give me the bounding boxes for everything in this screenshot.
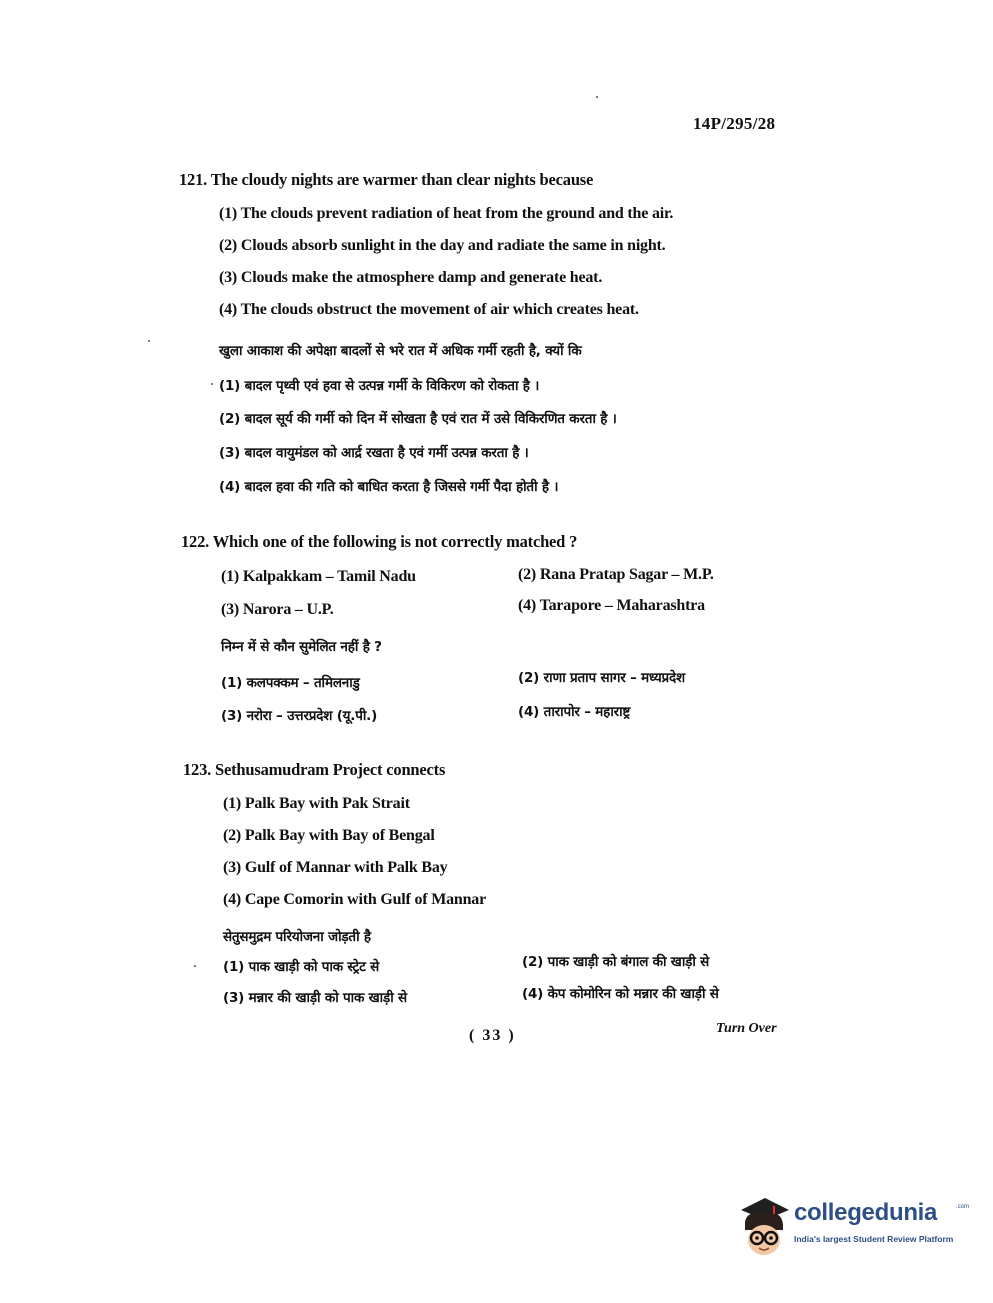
option-3: (3) Clouds make the atmosphere damp and generate heat. bbox=[219, 269, 603, 286]
option-3: (3) Narora – U.P. bbox=[221, 601, 334, 618]
option-1: (1) The clouds prevent radiation of heat from the ground and the air. bbox=[219, 205, 674, 222]
question-title: 123. Sethusamudram Project connects bbox=[183, 760, 446, 779]
scan-speck bbox=[211, 383, 213, 385]
option-2: (2) Clouds absorb sunlight in the day and radiate the same in night. bbox=[219, 237, 666, 254]
hindi-option-3: (3) मन्नार की खाड़ी को पाक खाड़ी से bbox=[223, 990, 407, 1006]
brand-suffix: .com bbox=[956, 1204, 970, 1210]
hindi-option-1: (1) बादल पृथ्वी एवं हवा से उत्पन्न गर्मी के विकिरण को रोकता है । bbox=[219, 378, 540, 394]
scan-speck bbox=[148, 340, 150, 342]
hindi-option-1: (1) पाक खाड़ी को पाक स्ट्रेट से bbox=[223, 959, 380, 975]
option-4: (4) Tarapore – Maharashtra bbox=[518, 597, 705, 614]
option-2: (2) Palk Bay with Bay of Bengal bbox=[223, 827, 435, 844]
mascot-icon bbox=[737, 1196, 793, 1262]
hindi-question-title: सेतुसमुद्रम परियोजना जोड़ती है bbox=[223, 929, 371, 945]
hindi-option-2: (2) राणा प्रताप सागर – मध्यप्रदेश bbox=[518, 670, 685, 686]
turn-over-note: Turn Over bbox=[716, 1021, 777, 1036]
brand-name: collegedunia bbox=[794, 1199, 938, 1226]
hindi-question-title: निम्न में से कौन सुमेलित नहीं है ? bbox=[221, 639, 382, 655]
hindi-question-title: खुला आकाश की अपेक्षा बादलों से भरे रात में अधिक गर्मी रहती है, क्यों कि bbox=[219, 343, 582, 359]
paper-code: 14P/295/28 bbox=[693, 114, 776, 133]
page-number: ( 33 ) bbox=[469, 1027, 516, 1044]
hindi-option-3: (3) बादल वायुमंडल को आर्द्र रखता है एवं गर्मी उत्पन्न करता है । bbox=[219, 445, 529, 461]
question-title: 122. Which one of the following is not correctly matched ? bbox=[181, 532, 578, 551]
question-title: 121. The cloudy nights are warmer than clear nights because bbox=[179, 170, 594, 189]
hindi-option-1: (1) कलपक्कम – तमिलनाडु bbox=[221, 675, 360, 691]
scan-speck bbox=[194, 965, 196, 967]
collegedunia-watermark bbox=[737, 1196, 970, 1266]
option-2: (2) Rana Pratap Sagar – M.P. bbox=[518, 566, 714, 583]
hindi-option-4: (4) तारापोर – महाराष्ट्र bbox=[518, 704, 631, 720]
brand-tagline: India's largest Student Review Platform bbox=[794, 1234, 954, 1244]
option-1: (1) Palk Bay with Pak Strait bbox=[223, 795, 410, 812]
option-3: (3) Gulf of Mannar with Palk Bay bbox=[223, 859, 448, 876]
option-4: (4) Cape Comorin with Gulf of Mannar bbox=[223, 891, 487, 908]
scan-speck bbox=[596, 96, 598, 98]
hindi-option-2: (2) बादल सूर्य की गर्मी को दिन में सोखता है एवं रात में उसे विकिरणित करता है । bbox=[219, 411, 617, 427]
hindi-option-4: (4) केप कोमोरिन को मन्नार की खाड़ी से bbox=[522, 986, 719, 1002]
option-4: (4) The clouds obstruct the movement of air which creates heat. bbox=[219, 301, 639, 318]
option-1: (1) Kalpakkam – Tamil Nadu bbox=[221, 568, 416, 585]
hindi-option-3: (3) नरोरा – उत्तरप्रदेश (यू.पी.) bbox=[221, 708, 378, 724]
hindi-option-2: (2) पाक खाड़ी को बंगाल की खाड़ी से bbox=[522, 954, 710, 970]
hindi-option-4: (4) बादल हवा की गति को बाधित करता है जिससे गर्मी पैदा होती है । bbox=[219, 479, 559, 495]
